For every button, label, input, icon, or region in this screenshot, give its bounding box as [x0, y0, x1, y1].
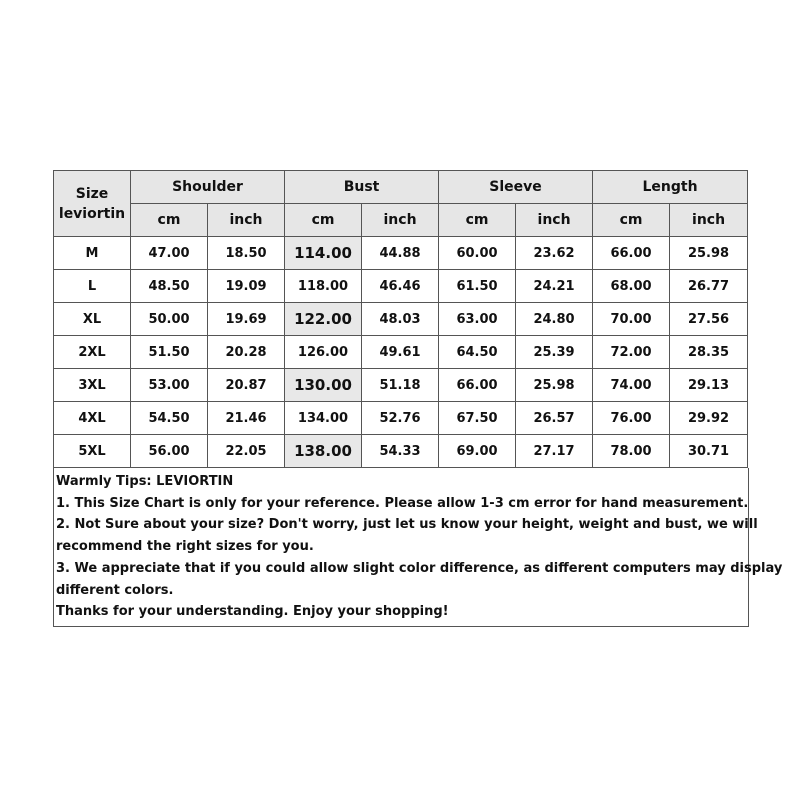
size-header-line1: Size [75, 185, 109, 202]
measurement-cell: 22.05 [208, 435, 285, 468]
tip-line: 2. Not Sure about your size? Don't worry, just let us know your height, weight and bust, we will [56, 517, 758, 533]
tips-title: Warmly Tips: LEVIORTIN [56, 474, 234, 489]
measurement-cell: 18.50 [208, 237, 285, 270]
table-row [54, 369, 748, 402]
size-label: 2XL [54, 336, 131, 369]
unit-header-row [54, 204, 748, 237]
measurement-cell: 50.00 [131, 303, 208, 336]
size-label: 3XL [54, 369, 131, 402]
table-row [54, 270, 748, 303]
measurement-cell: 46.46 [362, 270, 439, 303]
measurement-cell: 23.62 [516, 237, 593, 270]
measurement-cell: 130.00 [285, 369, 362, 402]
measurement-cell: 56.00 [131, 435, 208, 468]
measurement-cell: 48.50 [131, 270, 208, 303]
size-header-line2: leviortin [58, 205, 126, 222]
group-header-row [54, 171, 748, 204]
measurement-cell: 20.28 [208, 336, 285, 369]
measurement-cell: 67.50 [439, 402, 516, 435]
measurement-cell: 63.00 [439, 303, 516, 336]
measurement-cell: 61.50 [439, 270, 516, 303]
shoulder-header: Shoulder [131, 171, 285, 204]
size-label: XL [54, 303, 131, 336]
unit-header: inch [208, 204, 285, 237]
measurement-cell: 26.77 [670, 270, 748, 303]
measurement-cell: 19.09 [208, 270, 285, 303]
measurement-cell: 48.03 [362, 303, 439, 336]
measurement-cell: 66.00 [593, 237, 670, 270]
measurement-cell: 69.00 [439, 435, 516, 468]
table-row [54, 435, 748, 468]
measurement-cell: 30.71 [670, 435, 748, 468]
tip-line: different colors. [56, 582, 174, 598]
measurement-cell: 72.00 [593, 336, 670, 369]
measurement-cell: 44.88 [362, 237, 439, 270]
measurement-cell: 19.69 [208, 303, 285, 336]
measurement-cell: 66.00 [439, 369, 516, 402]
size-chart [53, 170, 783, 627]
measurement-cell: 76.00 [593, 402, 670, 435]
measurement-cell: 29.13 [670, 369, 748, 402]
size-table-body [54, 237, 748, 468]
measurement-cell: 27.17 [516, 435, 593, 468]
measurement-cell: 60.00 [439, 237, 516, 270]
measurement-cell: 51.50 [131, 336, 208, 369]
size-label: 4XL [54, 402, 131, 435]
size-label: 5XL [54, 435, 131, 468]
unit-header: cm [593, 204, 670, 237]
measurement-cell: 114.00 [285, 237, 362, 270]
measurement-cell: 47.00 [131, 237, 208, 270]
measurement-cell: 122.00 [285, 303, 362, 336]
measurement-cell: 138.00 [285, 435, 362, 468]
unit-header: inch [362, 204, 439, 237]
tip-line: recommend the right sizes for you. [56, 539, 314, 555]
sleeve-header: Sleeve [439, 171, 593, 204]
measurement-cell: 64.50 [439, 336, 516, 369]
measurement-cell: 25.39 [516, 336, 593, 369]
measurement-cell: 118.00 [285, 270, 362, 303]
tip-line: 1. This Size Chart is only for your reference. Please allow 1-3 cm error for hand measurement. [56, 495, 749, 511]
measurement-cell: 78.00 [593, 435, 670, 468]
measurement-cell: 24.80 [516, 303, 593, 336]
measurement-cell: 25.98 [670, 237, 748, 270]
measurement-cell: 49.61 [362, 336, 439, 369]
measurement-cell: 126.00 [285, 336, 362, 369]
measurement-cell: 54.50 [131, 402, 208, 435]
measurement-cell: 26.57 [516, 402, 593, 435]
unit-header: inch [670, 204, 748, 237]
measurement-cell: 68.00 [593, 270, 670, 303]
bust-header: Bust [285, 171, 439, 204]
tip-line: 3. We appreciate that if you could allow slight color difference, as different computers may display [56, 560, 783, 576]
measurement-cell: 28.35 [670, 336, 748, 369]
measurement-cell: 52.76 [362, 402, 439, 435]
measurement-cell: 51.18 [362, 369, 439, 402]
measurement-cell: 21.46 [208, 402, 285, 435]
measurement-cell: 25.98 [516, 369, 593, 402]
unit-header: cm [285, 204, 362, 237]
table-row [54, 237, 748, 270]
table-row [54, 336, 748, 369]
length-header: Length [593, 171, 748, 204]
measurement-cell: 134.00 [285, 402, 362, 435]
tips-closing: Thanks for your understanding. Enjoy your shopping! [56, 604, 449, 620]
size-label: L [54, 270, 131, 303]
measurement-cell: 29.92 [670, 402, 748, 435]
size-table [53, 170, 748, 468]
measurement-cell: 20.87 [208, 369, 285, 402]
unit-header: inch [516, 204, 593, 237]
unit-header: cm [439, 204, 516, 237]
table-row [54, 402, 748, 435]
table-row [54, 303, 748, 336]
measurement-cell: 54.33 [362, 435, 439, 468]
measurement-cell: 53.00 [131, 369, 208, 402]
size-label: M [54, 237, 131, 270]
unit-header: cm [131, 204, 208, 237]
size-column-header [54, 171, 131, 237]
measurement-cell: 24.21 [516, 270, 593, 303]
measurement-cell: 74.00 [593, 369, 670, 402]
measurement-cell: 27.56 [670, 303, 748, 336]
tips-box [53, 468, 783, 627]
measurement-cell: 70.00 [593, 303, 670, 336]
